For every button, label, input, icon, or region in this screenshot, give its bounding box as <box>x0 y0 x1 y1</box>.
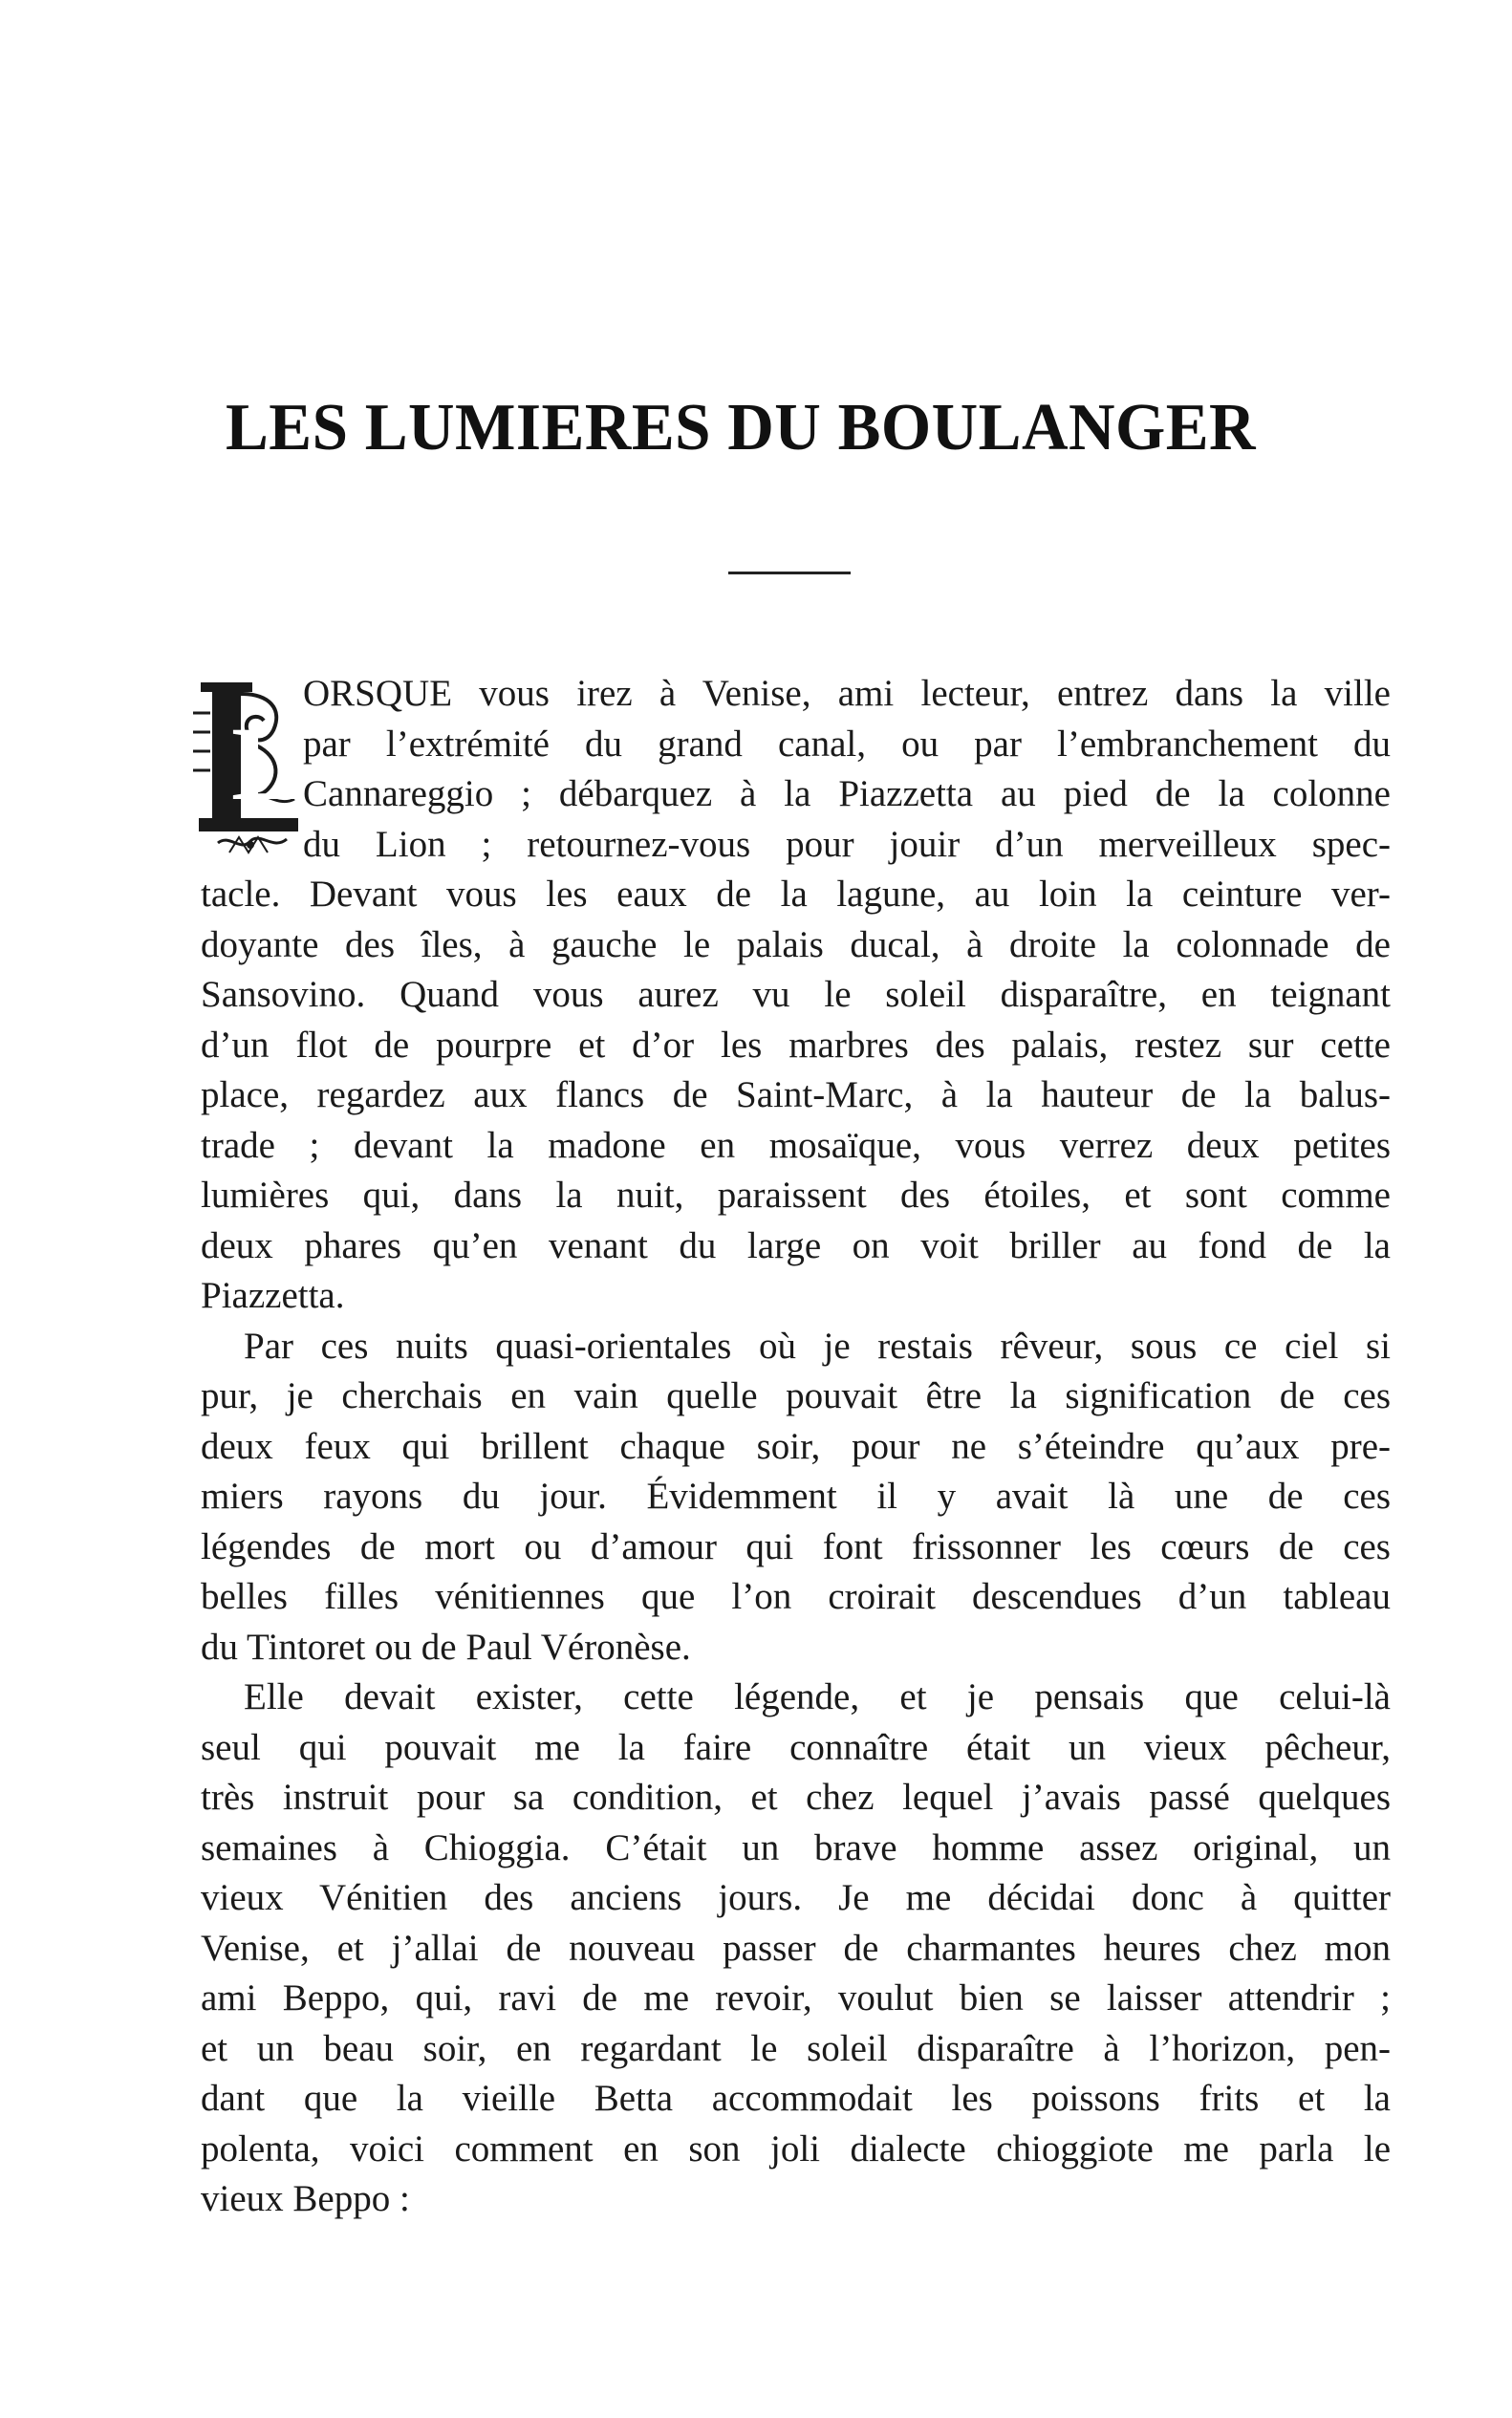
text-line: ami Beppo, qui, ravi de me revoir, voulut bien se laisser attendrir ; <box>201 1977 1391 2019</box>
text-line: semaines à Chioggia. C’était un brave homme assez original, un <box>201 1826 1391 1868</box>
text-line: ORSQUE vous irez à Venise, ami lecteur, entrez dans la ville <box>303 673 1391 714</box>
text-line: deux phares qu’en venant du large on voit briller au fond de la <box>201 1224 1391 1266</box>
text-line: Venise, et j’allai de nouveau passer de charmantes heures chez mon <box>201 1927 1391 1969</box>
chapter-title: LES LUMIERES DU BOULANGER <box>225 391 1257 464</box>
title-rule <box>728 572 851 574</box>
text-line: place, regardez aux flancs de Saint-Marc, à la hauteur de la balus- <box>201 1074 1391 1115</box>
text-line: belles filles vénitiennes que l’on croirait descendues d’un tableau <box>201 1576 1391 1617</box>
text-line: pur, je cherchais en vain quelle pouvait être la signification de ces <box>201 1375 1391 1416</box>
text-line: vieux Vénitien des anciens jours. Je me décidai donc à quitter <box>201 1877 1391 1918</box>
text-line: miers rayons du jour. Évidemment il y avait là une de ces <box>201 1476 1391 1517</box>
text-line: du Tintoret ou de Paul Véronèse. <box>201 1626 691 1668</box>
text-line: polenta, voici comment en son joli dialecte chioggiote me parla le <box>201 2127 1391 2170</box>
text-line: Elle devait exister, cette légende, et je pensais que celui-là <box>244 1676 1391 1717</box>
drop-cap-letter: L <box>231 705 302 822</box>
text-line: d’un flot de pourpre et d’or les marbres des palais, restez sur cette <box>201 1024 1391 1066</box>
text-line: Par ces nuits quasi-orientales où je restais rêveur, sous ce ciel si <box>244 1325 1391 1367</box>
text-line: tacle. Devant vous les eaux de la lagune, au loin la ceinture ver- <box>201 874 1391 915</box>
text-line: lumières qui, dans la nuit, paraissent des étoiles, et sont comme <box>201 1175 1391 1216</box>
text-line: et un beau soir, en regardant le soleil disparaître à l’horizon, pen- <box>201 2027 1391 2069</box>
text-line: seul qui pouvait me la faire connaître était un vieux pêcheur, <box>201 1726 1391 1768</box>
text-line: doyante des îles, à gauche le palais ducal, à droite la colonnade de <box>201 923 1391 965</box>
text-line: du Lion ; retournez-vous pour jouir d’un merveilleux spec- <box>303 823 1391 865</box>
text-line: légendes de mort ou d’amour qui font frissonner les cœurs de ces <box>201 1525 1391 1567</box>
text-line: par l’extrémité du grand canal, ou par l’embranchement du <box>303 723 1391 765</box>
text-line: Sansovino. Quand vous aurez vu le soleil disparaître, en teignant <box>201 974 1391 1015</box>
text-line: vieux Beppo : <box>201 2178 410 2219</box>
text-line: dant que la vieille Betta accommodait les poissons frits et la <box>201 2078 1391 2119</box>
text-line: deux feux qui brillent chaque soir, pour ne s’éteindre qu’aux pre- <box>201 1425 1391 1467</box>
body-text <box>201 669 1391 2225</box>
text-line: trade ; devant la madone en mosaïque, vous verrez deux petites <box>201 1124 1391 1166</box>
text-line: Cannareggio ; débarquez à la Piazzetta au pied de la colonne <box>303 773 1391 814</box>
text-line: très instruit pour sa condition, et chez lequel j’avais passé quelques <box>201 1777 1391 1818</box>
text-line: Piazzetta. <box>201 1275 345 1316</box>
